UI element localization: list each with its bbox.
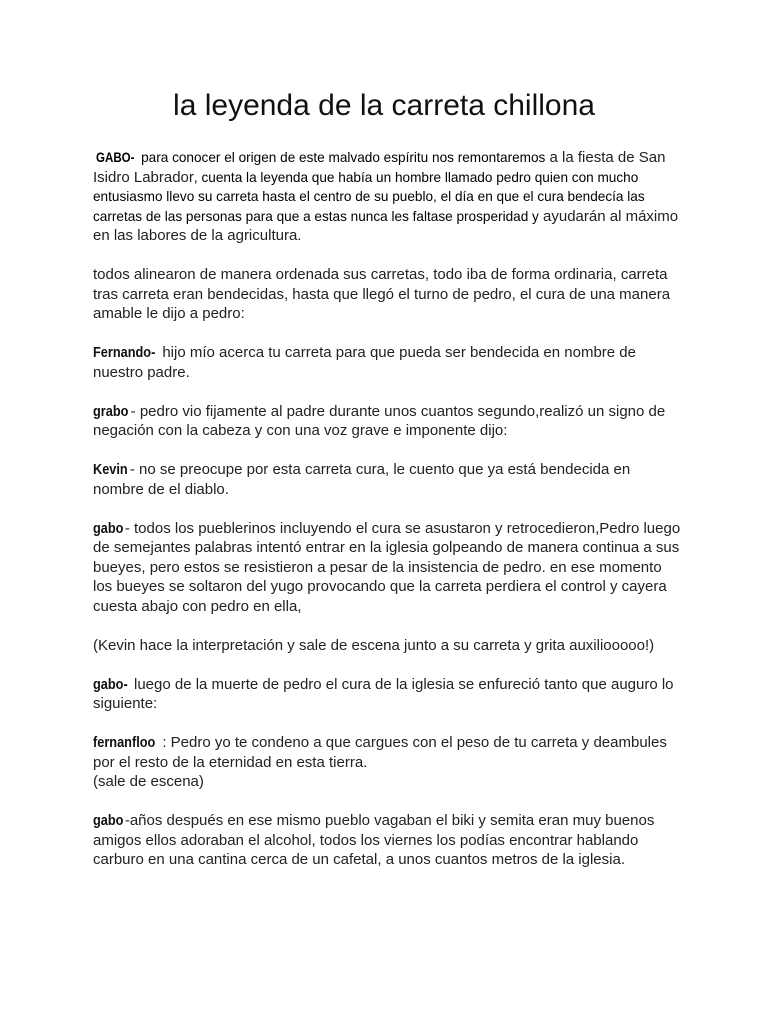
paragraph-1 xyxy=(93,148,683,246)
paragraph-text: - no se preocupe por esta carreta cura, le cuento que ya está bendecida en nombre de el diablo. xyxy=(93,461,631,498)
speaker-label: GABO- xyxy=(96,150,135,165)
paragraph-3 xyxy=(93,343,683,382)
paragraph-10 xyxy=(93,811,683,870)
speaker-label: gabo xyxy=(93,812,124,829)
speaker-label: grabo xyxy=(93,402,129,420)
paragraph-text: luego de la muerte de pedro el cura de la iglesia se enfureció tanto que auguro lo siguiente: xyxy=(93,675,674,712)
document-title: la leyenda de la carreta chillona xyxy=(173,89,595,122)
paragraph-text: hijo mío acerca tu carreta para que pueda ser bendecida en nombre de nuestro padre. xyxy=(93,344,636,381)
paragraph-2: todos alinearon de manera ordenada sus carretas, todo iba de forma ordinaria, carreta tras carreta eran bendecidas, hasta que llegó el turno de pedro, el cura de una manera amable le dijo a pedro: xyxy=(93,266,671,322)
paragraph-text: - todos los pueblerinos incluyendo el cura se asustaron y retrocedieron,Pedro luego de semejantes palabras intentó entrar en la iglesia golpeando de manera continua a sus bueyes, pero estos se resistieron a pesar de la insistencia de pedro. en ese momento los bueyes se soltaron del yugo provocando que la carreta perdiera el control y cayera cuesta abajo con pedro en ella, xyxy=(93,519,681,615)
speaker-label: Fernando- xyxy=(93,344,156,361)
paragraph-4 xyxy=(93,402,683,441)
speaker-label: gabo- xyxy=(93,675,128,693)
paragraph-8 xyxy=(93,675,683,714)
speaker-label: gabo xyxy=(93,519,124,537)
paragraph-text: ayudarán al máximo en las labores de la agricultura. xyxy=(93,207,679,244)
paragraph-text: a la fiesta de San Isidro Labrador xyxy=(93,149,666,186)
paragraph-text: , cuenta la leyenda que había un hombre llamado pedro quien con mucho entusiasmo llevo su carreta hasta el centro de su pueblo, el día en que el cura bendecía las carretas de las personas para que a estas nunca les faltase prosperidad y xyxy=(93,169,645,224)
paragraph-5 xyxy=(93,460,683,499)
speaker-label: fernanfloo xyxy=(93,734,156,751)
paragraph-text: para conocer el origen de este malvado espíritu nos remontaremos xyxy=(137,150,546,165)
stage-direction: (sale de escena) xyxy=(93,773,204,790)
paragraph-text: - pedro vio fijamente al padre durante unos cuantos segundo,realizó un signo de negación con la cabeza y con una voz grave e imponente dijo: xyxy=(93,402,666,439)
document-body xyxy=(93,148,683,870)
speaker-label: Kevin xyxy=(93,461,128,478)
paragraph-6 xyxy=(93,519,683,617)
paragraph-text: -años después en ese mismo pueblo vagaban el biki y semita eran muy buenos amigos ellos adoraban el alcohol, todos los viernes los podías encontrar hablando carburo en una cantina cerca de un cafetal, a unos cuantos metros de la iglesia. xyxy=(93,812,655,868)
paragraph-7: (Kevin hace la interpretación y sale de escena junto a su carreta y grita auxiliooooo!) xyxy=(93,636,655,654)
paragraph-9 xyxy=(93,733,683,792)
paragraph-text: : Pedro yo te condeno a que cargues con el peso de tu carreta y deambules por el resto de la eternidad en esta tierra. xyxy=(93,734,667,771)
